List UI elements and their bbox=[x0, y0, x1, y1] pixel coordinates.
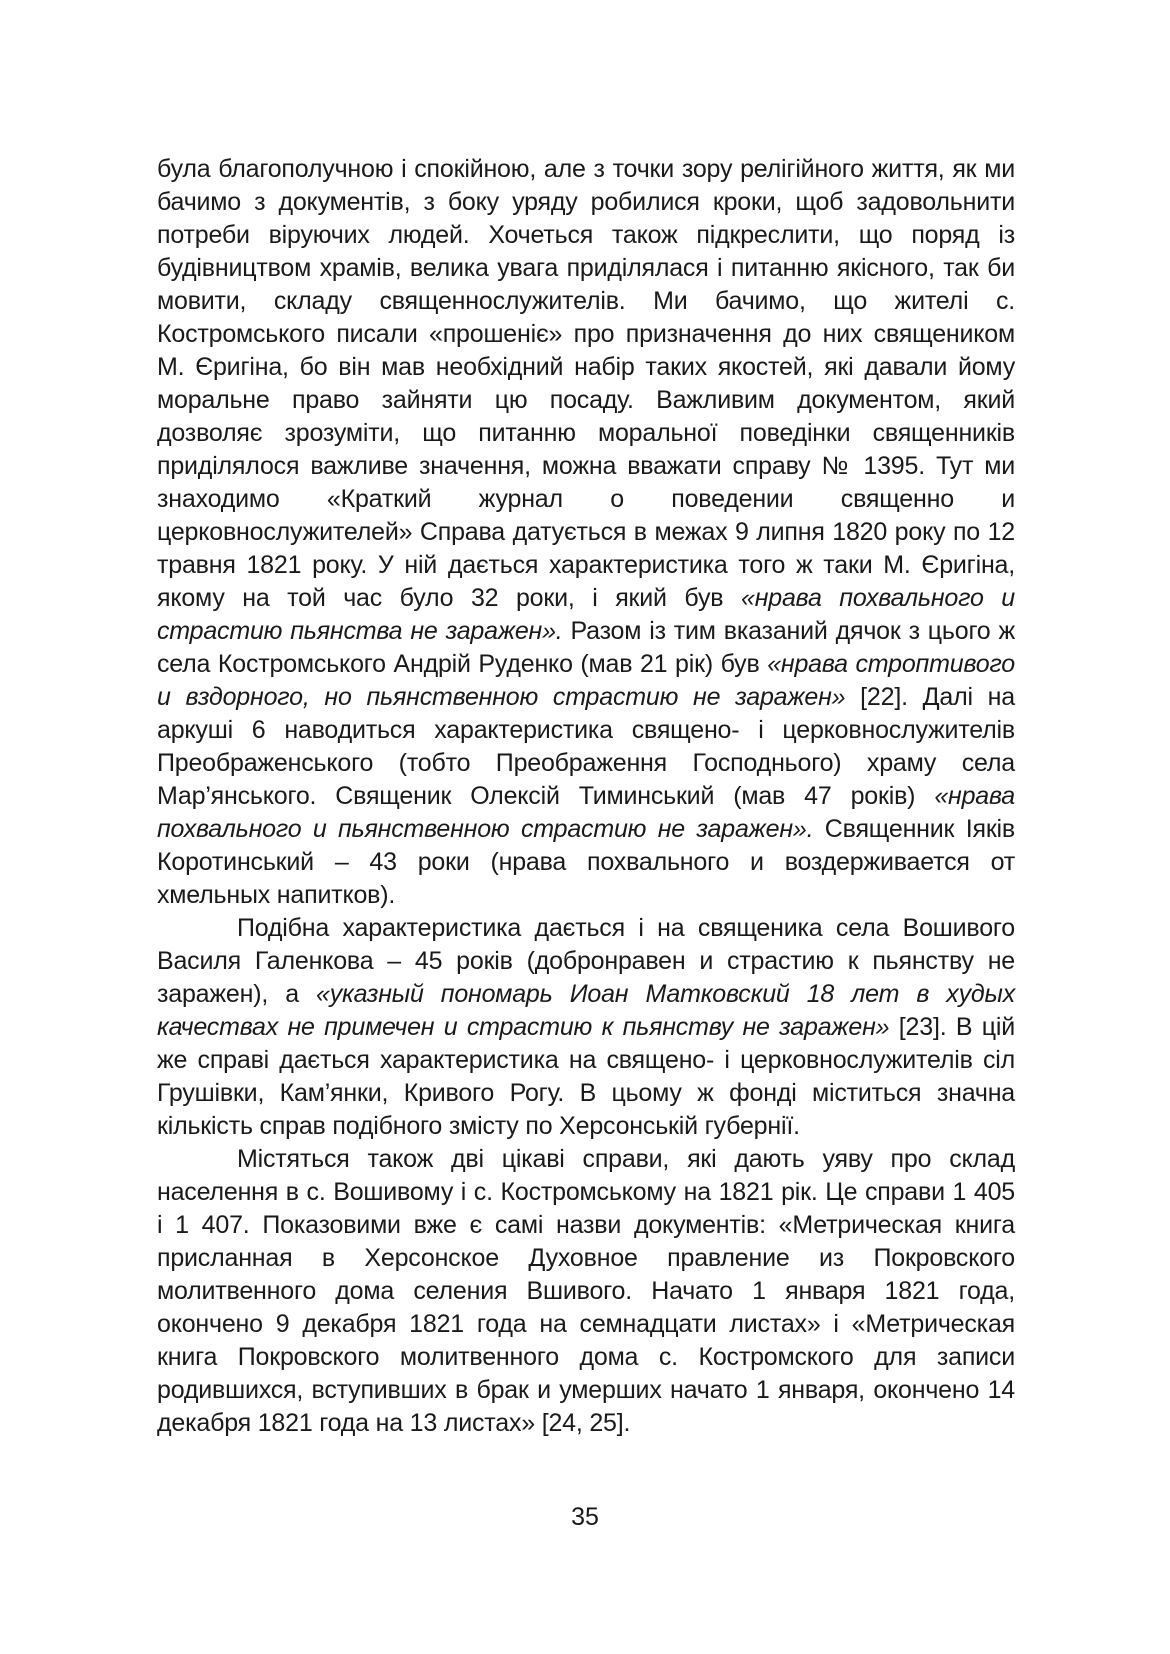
paragraph-1-text-1: була благополучною і спокійною, але з точки зору релігійного життя, як ми бачимо з документів, з боку уряду робилися кроки, щоб задовольнити потреби віруючих людей. Хочеться також підкреслити, що поряд із будівництвом храмів, велика увага приділялася і питанню якісного, так би мовити, складу священнослужителів. Ми бачимо, що жителі с. Костромського писали «прошеніє» про призначення до них священиком М. Єригіна, бо він мав необхідний набір таких якостей, які давали йому моральне право зайняти цю посаду. Важливим документом, який дозволяє зрозуміти, що питанню моральної поведінки священників приділялося важливе значення, можна вважати справу № 1395. Тут ми знаходимо «Краткий журнал о поведении священно и церковнослужителей» Справа датується в межах 9 липня 1820 року по 12 травня 1821 року. У ній дається характеристика того ж таки М. Єригіна, якому на той час було 32 роки, і який був bbox=[157, 155, 1015, 612]
paragraph-3-text-1: Містяться також дві цікаві справи, які дають уяву про склад населення в с. Вошивому і с. Костромському на 1821 рік. Це справи 1 405 і 1 407. Показовими вже є самі назви документів: «Метрическая книга присланная в Херсонское Духовное правление из Покровского молитвенного дома селения Вшивого. Начато 1 января 1821 года, окончено 9 декабря 1821 года на семнадцати листах» і «Метрическая книга Покровского молитвенного дома с. Костромского для записи родившихся, вступивших в брак и умерших начато 1 января, окончено 14 декабря 1821 года на 13 листах» [24, 25]. bbox=[157, 1145, 1015, 1437]
page-number: 35 bbox=[571, 1503, 599, 1531]
paragraph-2-text-2: [23]. В цій же справі дається характеристика на священо- і церковнослужителів сіл Грушівки, Кам’янки, Кривого Рогу. В цьому ж фонді міститься значна кількість справ подібного змісту по Херсонській губернії. bbox=[157, 1013, 1015, 1140]
paragraph-2-text-1: Подібна характеристика дається і на священика села Вошивого Василя Галенкова – 45 років (добронравен и страстию к пьянству не заражен), а bbox=[157, 914, 1015, 1008]
paragraph-1-text-4: Священник Іяків Коротинський – 43 роки (нрава похвального и воздерживается от хмельных напитков). bbox=[157, 815, 1015, 909]
paragraph-3 bbox=[157, 1143, 1015, 1440]
paragraph-2-quote-1: «указный пономарь Иоан Матковский 18 лет в худых качествах не примечен и страстию к пьянству не заражен» bbox=[157, 980, 1015, 1041]
paragraph-1-text-3: [22]. Далі на аркуші 6 наводиться характеристика священо- і церковнослужителів Преображенського (тобто Преображення Господнього) храму села Мар’янського. Священик Олексій Тиминський (мав 47 років) bbox=[157, 683, 1015, 810]
body-text bbox=[157, 153, 1015, 1440]
paragraph-1-quote-1: «нрава похвального и страстию пьянства не заражен». bbox=[157, 584, 1015, 645]
paragraph-2 bbox=[157, 912, 1015, 1143]
paragraph-1-text-2: Разом із тим вказаний дячок з цього ж села Костромського Андрій Руденко (мав 21 рік) був bbox=[157, 617, 1016, 678]
paragraph-1-quote-3: «нрава похвального и пьянственною страстию не заражен». bbox=[157, 782, 1015, 843]
paragraph-1-quote-2: «нрава строптивого и вздорного, но пьянственною страстию не заражен» bbox=[157, 650, 1015, 711]
paragraph-1 bbox=[157, 153, 1015, 912]
